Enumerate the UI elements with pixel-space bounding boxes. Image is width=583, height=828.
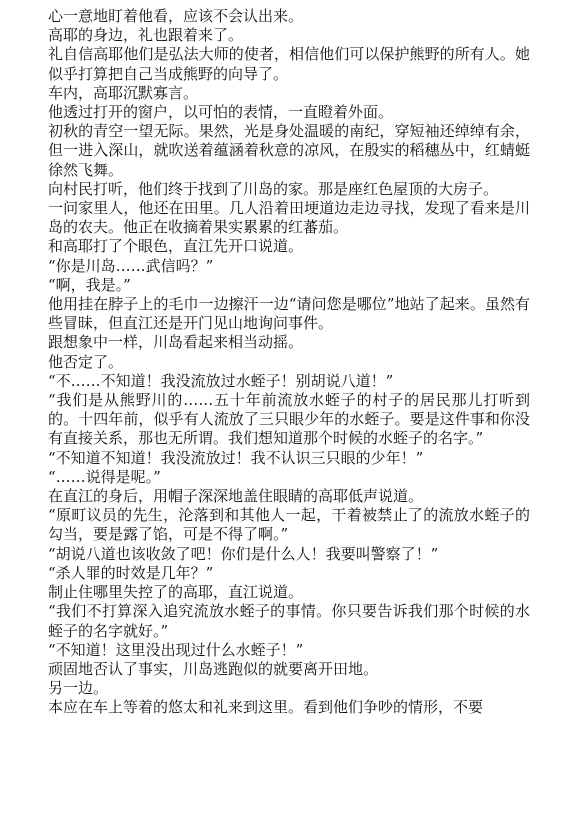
paragraph: “杀人罪的时效是几年？” [48,563,214,582]
paragraph: 他透过打开的窗户，以可怕的表情，一直瞪着外面。 [48,103,394,122]
paragraph: “不知道不知道！我没流放过！我不认识三只眼的少年！” [48,448,424,467]
paragraph: 本应在车上等着的悠太和礼来到这里。看到他们争吵的情形，不要 [48,698,484,717]
paragraph: “胡说八道也该收敛了吧！你们是什么人！我要叫警察了！” [48,544,439,563]
paragraph: 向村民打听，他们终于找到了川岛的家。那是座红色屋顶的大房子。 [48,179,499,198]
paragraph: 初秋的青空一望无际。果然，光是身处温暖的南纪，穿短袖还绰绰有余，但一进入深山，就吹送着蕴涵着秋意的凉风，在殷实的稻穗丛中，红蜻蜓徐然飞舞。 [48,122,530,179]
paragraph: 制止住哪里失控了的高耶，直江说道。 [48,583,304,602]
paragraph: “你是川岛……武信吗？” [48,256,214,275]
paragraph: “我们不打算深入追究流放水蛭子的事情。你只要告诉我们那个时候的水蛭子的名字就好。” [48,602,530,640]
paragraph: 他用挂在脖子上的毛巾一边擦汗一边“请问您是哪位”地站了起来。虽然有些冒昧，但直江还是开门见山地询问事件。 [48,295,530,333]
paragraph: “不知道！这里没出现过什么水蛭子！” [48,640,304,659]
paragraph: “……说得是呢。” [48,467,161,486]
paragraph: 一问家里人，他还在田里。几人沿着田埂道边走边寻找，发现了看来是川岛的农夫。他正在收摘着果实累累的红蕃茄。 [48,199,530,237]
paragraph: “原町议员的先生，沦落到和其他人一起，干着被禁止了的流放水蛭子的勾当，要是露了馅，可是不得了啊。” [48,506,530,544]
paragraph: 高耶的身边，礼也跟着来了。 [48,26,244,45]
paragraph: “不……不知道！我没流放过水蛭子！别胡说八道！” [48,371,394,390]
paragraph: 跟想象中一样，川岛看起来相当动摇。 [48,333,304,352]
paragraph: 他否定了。 [48,352,124,371]
paragraph: 和高耶打了个眼色，直江先开口说道。 [48,237,304,256]
paragraph: “啊，我是。” [48,275,131,294]
paragraph: 顽固地否认了事实，川岛逃跑似的就要离开田地。 [48,659,379,678]
document-page [48,7,530,718]
paragraph: 另一边。 [48,679,109,698]
paragraph: “我们是从熊野川的……五十年前流放水蛭子的村子的居民那儿打听到的。十四年前，似乎有人流放了三只眼少年的水蛭子。要是这件事和你没有直接关系，那也无所谓。我们想知道那个时候的水蛭子的名字。” [48,391,530,448]
paragraph: 在直江的身后，用帽子深深地盖住眼睛的高耶低声说道。 [48,487,424,506]
paragraph: 心一意地盯着他看，应该不会认出来。 [48,7,304,25]
paragraph: 礼自信高耶他们是弘法大师的使者，相信他们可以保护熊野的所有人。她似乎打算把自己当成熊野的向导了。 [48,45,530,83]
paragraph: 车内，高耶沉默寡言。 [48,83,199,102]
